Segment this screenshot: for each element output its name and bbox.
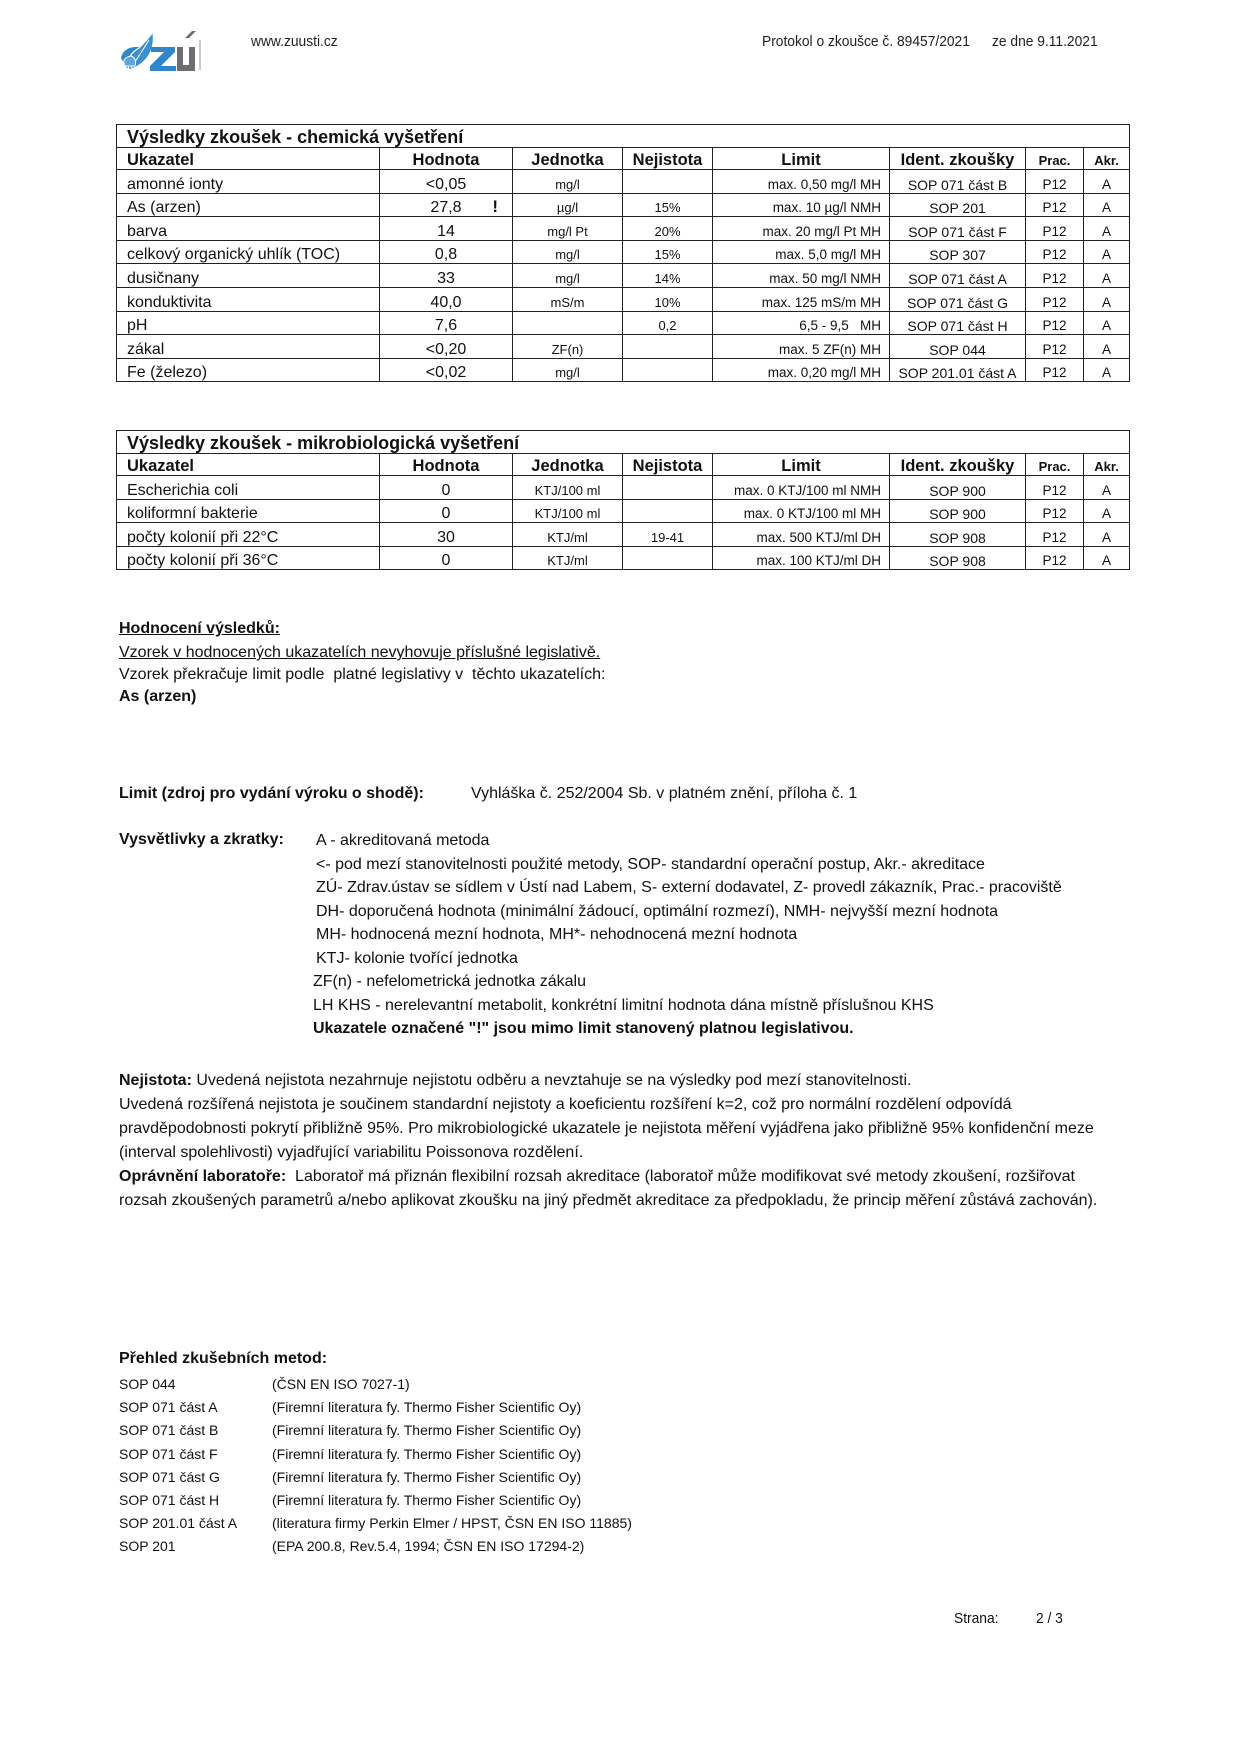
methods-title: Přehled zkušebních metod:	[119, 1350, 328, 1367]
uncertainty: 20%	[623, 217, 713, 241]
chemical-results-table	[116, 124, 1130, 382]
workplace: P12	[1026, 311, 1084, 335]
uncertainty	[623, 546, 713, 570]
column-header-limit: Limit	[713, 148, 890, 170]
limit: max. 10 µg/l NMH	[713, 193, 890, 217]
table-row	[117, 523, 1130, 547]
uncertainty: 0,2	[623, 311, 713, 335]
unit: KTJ/ml	[513, 523, 623, 547]
limit: max. 500 KTJ/ml DH	[713, 523, 890, 547]
limit: max. 50 mg/l NMH	[713, 264, 890, 288]
column-header-jednotka: Jednotka	[513, 148, 623, 170]
workplace: P12	[1026, 217, 1084, 241]
table-row	[117, 358, 1130, 382]
indicator-name: barva	[117, 217, 380, 241]
unit: µg/l	[513, 193, 623, 217]
uncertainty-note: Nejistota: Uvedená nejistota nezahrnuje nejistotu odběru a nevztahuje se na výsledky pod mezí stanovitelnosti.	[119, 1072, 912, 1089]
unit: mS/m	[513, 287, 623, 311]
accreditation: A	[1084, 523, 1130, 547]
indicator-name: As (arzen)	[117, 193, 380, 217]
test-ident: SOP 900	[890, 476, 1026, 500]
limit: max. 0 KTJ/100 ml NMH	[713, 476, 890, 500]
exceeded-limit-flag: !	[492, 197, 498, 217]
result-value: 0	[380, 476, 513, 500]
table-row	[117, 476, 1130, 500]
uncertainty: 15%	[623, 240, 713, 264]
uncertainty: 10%	[623, 287, 713, 311]
uncertainty-label: Nejistota:	[119, 1072, 192, 1089]
result-value: <0,05	[380, 170, 513, 194]
method-row: SOP 071 část H (Firemní literatura fy. Thermo Fisher Scientific Oy)	[119, 1491, 582, 1508]
method-row: SOP 071 část A (Firemní literatura fy. Thermo Fisher Scientific Oy)	[119, 1399, 582, 1416]
accreditation: A	[1084, 193, 1130, 217]
legend-label: Vysvětlivky a zkratky:	[119, 831, 284, 848]
table-row	[117, 311, 1130, 335]
method-row: SOP 071 část G (Firemní literatura fy. Thermo Fisher Scientific Oy)	[119, 1468, 582, 1485]
indicator-name: konduktivita	[117, 287, 380, 311]
unit: mg/l	[513, 358, 623, 382]
table-header-row	[117, 454, 1130, 476]
leaf-logo-icon	[119, 28, 211, 74]
legend-item: ZF(n) - nefelometrická jednotka zákalu	[313, 973, 586, 990]
legend-item: DH- doporučená hodnota (minimální žádoucí, optimální rozmezí), NMH- nejvyšší mezní hodnota	[316, 902, 999, 920]
test-ident: SOP 908	[890, 546, 1026, 570]
authorization-label: Oprávnění laboratoře:	[119, 1168, 287, 1185]
evaluation-title: Hodnocení výsledků:	[119, 620, 280, 637]
uncertainty	[623, 358, 713, 382]
unit: ZF(n)	[513, 335, 623, 359]
test-ident: SOP 071 část F	[890, 217, 1026, 241]
table-row	[117, 264, 1130, 288]
test-ident: SOP 071 část A	[890, 264, 1026, 288]
indicator-name: pH	[117, 311, 380, 335]
uncertainty-detail: Uvedená rozšířená nejistota je součinem standardní nejistoty a koeficientu rozšíření k=2, což pro normální rozdělení odpovídá pravděpodobnosti pokrytí přibližně 95%. Pro mikrobiologické ukazatele je nejistota měření vyjádřena jako přibližně 95% konfidenční meze (interval spolehlivosti) vyjadřující variabilitu Poissonova rozdělení.	[119, 1096, 1094, 1161]
evaluation-section	[119, 618, 605, 708]
unit	[513, 311, 623, 335]
accreditation: A	[1084, 287, 1130, 311]
table-title: Výsledky zkoušek - mikrobiologická vyšetření	[117, 431, 1130, 454]
uncertainty: 19-41	[623, 523, 713, 547]
workplace: P12	[1026, 546, 1084, 570]
workplace: P12	[1026, 264, 1084, 288]
table-header-row	[117, 148, 1130, 170]
result-value: <0,02	[380, 358, 513, 382]
method-row: SOP 044 (ČSN EN ISO 7027-1)	[119, 1376, 410, 1392]
limit: max. 5 ZF(n) MH	[713, 335, 890, 359]
indicator-name: počty kolonií při 36°C	[117, 546, 380, 570]
column-header-prac: Prac.	[1026, 148, 1084, 170]
limit: max. 20 mg/l Pt MH	[713, 217, 890, 241]
zu-logo	[119, 28, 211, 74]
uncertainty: 15%	[623, 193, 713, 217]
test-ident: SOP 071 část G	[890, 287, 1026, 311]
limit: max. 0 KTJ/100 ml MH	[713, 499, 890, 523]
authorization-note: Oprávnění laboratoře: Laboratoř má přiznán flexibilní rozsah akreditace (laboratoř může modifikovat své metody zkoušení, rozšiřovat rozsah zkoušených parametrů a/nebo aplikovat zkoušku na jiný předmět akreditace za předpokladu, že princip měření zůstává zachován).	[119, 1168, 1098, 1209]
table-title: Výsledky zkoušek - chemická vyšetření	[117, 125, 1130, 148]
column-header-prac: Prac.	[1026, 454, 1084, 476]
table-row	[117, 499, 1130, 523]
table-row	[117, 193, 1130, 217]
test-ident: SOP 071 část H	[890, 311, 1026, 335]
test-ident: SOP 044	[890, 335, 1026, 359]
workplace: P12	[1026, 523, 1084, 547]
indicator-name: koliformní bakterie	[117, 499, 380, 523]
result-value: 33	[380, 264, 513, 288]
indicator-name: celkový organický uhlík (TOC)	[117, 240, 380, 264]
workplace: P12	[1026, 240, 1084, 264]
result-value: 0,8	[380, 240, 513, 264]
result-value: 27,8 !	[380, 193, 513, 217]
column-header-hodnota: Hodnota	[380, 454, 513, 476]
evaluation-verdict: Vzorek v hodnocených ukazatelích nevyhovuje příslušné legislativě.	[119, 644, 601, 661]
limit: max. 100 KTJ/ml DH	[713, 546, 890, 570]
column-header-jednotka: Jednotka	[513, 454, 623, 476]
workplace: P12	[1026, 358, 1084, 382]
limit-source-label: Limit (zdroj pro vydání výroku o shodě):	[119, 785, 424, 802]
test-ident: SOP 201	[890, 193, 1026, 217]
accreditation: A	[1084, 546, 1130, 570]
page-label: Strana:	[954, 1610, 999, 1627]
accreditation: A	[1084, 217, 1130, 241]
evaluation-exceeded-indicator: As (arzen)	[119, 688, 197, 705]
unit: KTJ/100 ml	[513, 499, 623, 523]
table-row	[117, 546, 1130, 570]
legend-item: KTJ- kolonie tvořící jednotka	[316, 949, 518, 967]
accreditation: A	[1084, 476, 1130, 500]
methods-list	[119, 1374, 632, 1560]
limit: 6,5 - 9,5 MH	[713, 311, 890, 335]
result-value: 7,6	[380, 311, 513, 335]
method-row: SOP 201 (EPA 200.8, Rev.5.4, 1994; ČSN EN ISO 17294-2)	[119, 1538, 585, 1555]
test-ident: SOP 071 část B	[890, 170, 1026, 194]
accreditation: A	[1084, 264, 1130, 288]
result-value: 0	[380, 546, 513, 570]
workplace: P12	[1026, 170, 1084, 194]
unit: mg/l	[513, 170, 623, 194]
indicator-name: amonné ionty	[117, 170, 380, 194]
table-row	[117, 217, 1130, 241]
column-header-akr: Akr.	[1084, 454, 1130, 476]
column-header-ukazatel: Ukazatel	[117, 454, 380, 476]
column-header-akr: Akr.	[1084, 148, 1130, 170]
workplace: P12	[1026, 193, 1084, 217]
result-value: <0,20	[380, 335, 513, 359]
uncertainty	[623, 170, 713, 194]
legend-item: LH KHS - nerelevantní metabolit, konkrétní limitní hodnota dána místně příslušnou KHS	[313, 996, 934, 1014]
column-header-ident: Ident. zkoušky	[890, 148, 1026, 170]
legend-item: ZÚ- Zdrav.ústav se sídlem v Ústí nad Labem, S- externí dodavatel, Z- provedl zákazník, Prac.- pracoviště	[316, 879, 1062, 896]
table-row	[117, 335, 1130, 359]
unit: KTJ/ml	[513, 546, 623, 570]
legend-item: A - akreditovaná metoda	[316, 832, 490, 849]
column-header-limit: Limit	[713, 454, 890, 476]
protocol-date: ze dne 9.11.2021	[992, 33, 1098, 50]
test-ident: SOP 307	[890, 240, 1026, 264]
uncertainty: 14%	[623, 264, 713, 288]
accreditation: A	[1084, 499, 1130, 523]
workplace: P12	[1026, 476, 1084, 500]
unit: mg/l	[513, 264, 623, 288]
test-ident: SOP 900	[890, 499, 1026, 523]
column-header-nejistota: Nejistota	[623, 454, 713, 476]
result-value: 30	[380, 523, 513, 547]
legend-list	[313, 831, 1062, 1043]
limit: max. 0,20 mg/l MH	[713, 358, 890, 382]
unit: mg/l Pt	[513, 217, 623, 241]
accreditation: A	[1084, 311, 1130, 335]
limit: max. 5,0 mg/l MH	[713, 240, 890, 264]
accreditation: A	[1084, 335, 1130, 359]
unit: KTJ/100 ml	[513, 476, 623, 500]
column-header-nejistota: Nejistota	[623, 148, 713, 170]
microbiological-results-table	[116, 430, 1130, 570]
table-row	[117, 240, 1130, 264]
workplace: P12	[1026, 499, 1084, 523]
legend-item: <- pod mezí stanovitelnosti použité metody, SOP- standardní operační postup, Akr.- akreditace	[316, 855, 985, 873]
method-row: SOP 071 část B (Firemní literatura fy. Thermo Fisher Scientific Oy)	[119, 1422, 582, 1439]
indicator-name: zákal	[117, 335, 380, 359]
method-row: SOP 071 část F (Firemní literatura fy. Thermo Fisher Scientific Oy)	[119, 1445, 582, 1462]
limit: max. 0,50 mg/l MH	[713, 170, 890, 194]
limit-source-value: Vyhláška č. 252/2004 Sb. v platném znění, příloha č. 1	[471, 785, 858, 802]
notes-section	[119, 1069, 1119, 1213]
result-value: 40,0	[380, 287, 513, 311]
column-header-hodnota: Hodnota	[380, 148, 513, 170]
test-ident: SOP 908	[890, 523, 1026, 547]
website-url[interactable]: www.zuusti.cz	[251, 33, 338, 50]
column-header-ukazatel: Ukazatel	[117, 148, 380, 170]
workplace: P12	[1026, 335, 1084, 359]
result-value: 14	[380, 217, 513, 241]
column-header-ident: Ident. zkoušky	[890, 454, 1026, 476]
protocol-number: Protokol o zkoušce č. 89457/2021	[762, 33, 970, 50]
indicator-name: Escherichia coli	[117, 476, 380, 500]
unit: mg/l	[513, 240, 623, 264]
table-row	[117, 287, 1130, 311]
uncertainty	[623, 335, 713, 359]
method-row: SOP 201.01 část A (literatura firmy Perkin Elmer / HPST, ČSN EN ISO 11885)	[119, 1515, 632, 1532]
test-ident: SOP 201.01 část A	[890, 358, 1026, 382]
legend-item: MH- hodnocená mezní hodnota, MH*- nehodnocená mezní hodnota	[316, 926, 798, 943]
accreditation: A	[1084, 170, 1130, 194]
table-row	[117, 170, 1130, 194]
legend-exceeded-note: Ukazatele označené "!" jsou mimo limit stanovený platnou legislativou.	[313, 1020, 854, 1037]
uncertainty	[623, 499, 713, 523]
accreditation: A	[1084, 358, 1130, 382]
accreditation: A	[1084, 240, 1130, 264]
workplace: P12	[1026, 287, 1084, 311]
uncertainty	[623, 476, 713, 500]
indicator-name: počty kolonií při 22°C	[117, 523, 380, 547]
indicator-name: dusičnany	[117, 264, 380, 288]
page-number: 2 / 3	[1036, 1610, 1063, 1627]
evaluation-exceeded-intro: Vzorek překračuje limit podle platné legislativy v těchto ukazatelích:	[119, 666, 606, 683]
indicator-name: Fe (železo)	[117, 358, 380, 382]
limit: max. 125 mS/m MH	[713, 287, 890, 311]
result-value: 0	[380, 499, 513, 523]
